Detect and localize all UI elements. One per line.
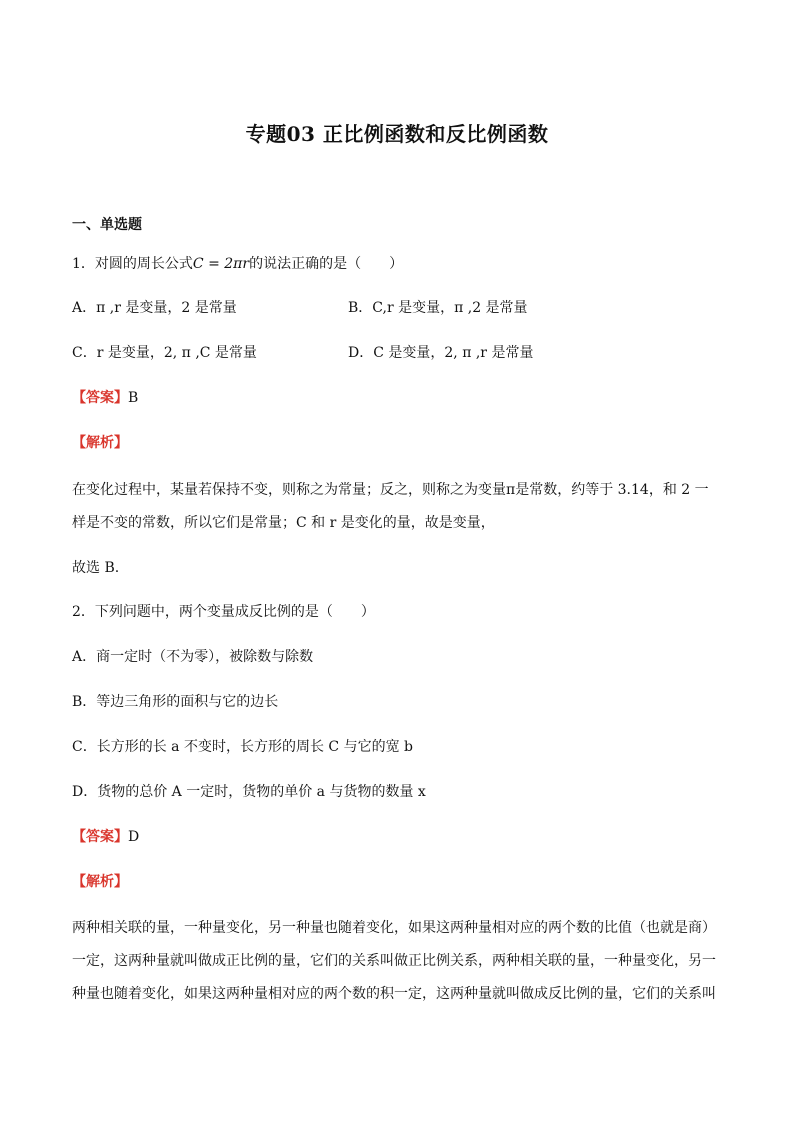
answer-value: B <box>128 390 139 406</box>
question-2-stem: 2．下列问题中，两个变量成反比例的是（ ） <box>72 604 375 620</box>
question-1-option-c: C．r 是变量，2, π ,C 是常量 <box>72 345 257 361</box>
question-1-conclusion: 故选 B. <box>72 560 120 576</box>
question-1-option-b: B．C,r 是变量，π ,2 是常量 <box>348 300 528 316</box>
question-1-option-d: D．C 是变量，2, π ,r 是常量 <box>348 345 534 361</box>
page-title: 专题03 正比例函数和反比例函数 <box>245 122 549 146</box>
question-1-stem-post: 的说法正确的是（ ） <box>249 256 404 272</box>
question-2-option-a: A．商一定时（不为零），被除数与除数 <box>72 649 314 665</box>
question-1-analysis: 在变化过程中，某量若保持不变，则称之为常量；反之，则称之为变量π是常数，约等于 3.14，和 2 一样是不变的常数，所以它们是常量；C 和 r 是变化的量，故是变量， <box>72 482 709 531</box>
question-1-formula: C = 2πr <box>192 256 250 272</box>
question-2-analysis-tag: 【解析】 <box>72 874 128 890</box>
question-2-analysis: 两种相关联的量，一种量变化，另一种量也随着变化，如果这两种量相对应的两个数的比值（也就是商）一定，这两种量就叫做成正比例的量，它们的关系叫做正比例关系，两种相关联的量，一种量变化，另一种量也随着变化，如果这两种量相对应的两个数的积一定，这两种量就叫做成反比例的量，它们的关系叫 <box>72 920 716 1002</box>
question-2-option-c: C．长方形的长 a 不变时，长方形的周长 C 与它的宽 b <box>72 739 413 755</box>
section-heading: 一、单选题 <box>72 217 142 233</box>
question-2-option-d: D．货物的总价 A 一定时，货物的单价 a 与货物的数量 x <box>72 784 426 800</box>
question-1-answer <box>72 388 138 408</box>
answer-tag: 【答案】 <box>72 829 128 845</box>
question-1-option-a: A．π ,r 是变量，2 是常量 <box>72 300 237 316</box>
question-1-stem <box>72 254 403 274</box>
question-1-analysis-tag: 【解析】 <box>72 435 128 451</box>
question-2-answer <box>72 827 139 847</box>
answer-tag: 【答案】 <box>72 390 128 406</box>
question-1-stem-pre: 1．对圆的周长公式 <box>72 256 193 272</box>
question-2-option-b: B．等边三角形的面积与它的边长 <box>72 694 279 710</box>
answer-value: D <box>128 829 140 845</box>
